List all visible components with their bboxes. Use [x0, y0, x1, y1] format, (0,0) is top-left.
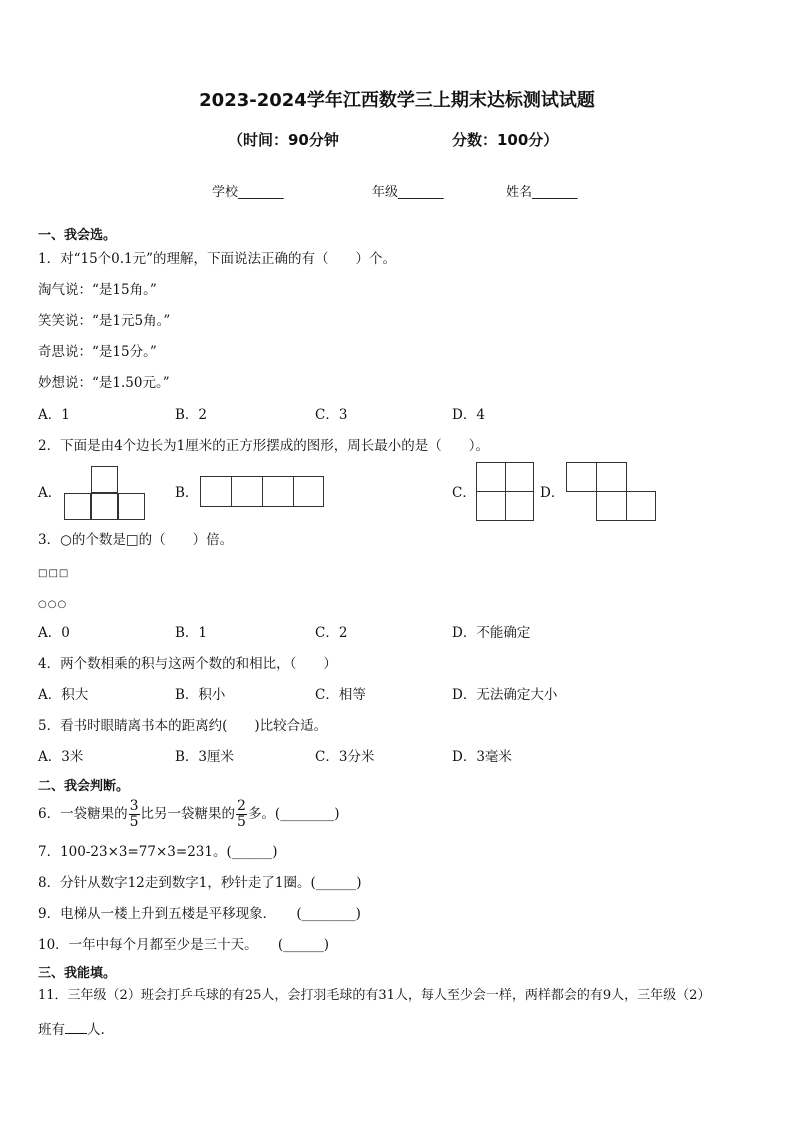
option-c: C． [452, 485, 476, 501]
squares-row: □□□ [38, 568, 70, 579]
figure-a [64, 466, 146, 521]
question-1-line: 妙想说：“是1.50元。” [38, 375, 170, 391]
question-11: 11．三年级（2）班会打乒乓球的有25人，会打羽毛球的有31人，每人至少会一样，两样都会的有9人，三年级（2） [38, 988, 711, 1003]
option-d: D．无法确定大小 [452, 687, 558, 703]
option-a: A．1 [38, 407, 70, 423]
circles-row: ○○○ [38, 599, 68, 610]
option-b: B． [175, 485, 199, 501]
question-9: 9．电梯从一楼上升到五楼是平移现象． (________) [38, 906, 361, 922]
school-field: 学校_______ [212, 185, 284, 200]
option-c: C．3分米 [315, 749, 375, 765]
option-d: D．不能确定 [452, 625, 531, 641]
option-d: D． [540, 485, 565, 501]
option-a: A． [38, 485, 62, 501]
option-d: D．4 [452, 407, 485, 423]
fraction [129, 799, 140, 830]
question-6-text: 比另一袋糖果的 [140, 806, 236, 822]
figure-d [566, 462, 656, 521]
name-field: 姓名_______ [506, 185, 578, 200]
exam-score: 分数：100分） [452, 131, 559, 149]
numerator: 2 [237, 798, 246, 814]
option-a: A．0 [38, 625, 70, 641]
option-c: C．2 [315, 625, 348, 641]
option-b: B．1 [175, 625, 208, 641]
grade-field: 年级_______ [372, 185, 444, 200]
question-4: 4．两个数相乘的积与这两个数的和相比，（ ） [38, 656, 337, 672]
answer-blank[interactable] [65, 1021, 87, 1034]
question-6-text: 6．一袋糖果的 [38, 806, 128, 822]
question-8: 8．分针从数字12走到数字1，秒针走了1圈。(______) [38, 875, 362, 891]
page-title: 2023-2024学年江西数学三上期末达标测试试题 [199, 90, 595, 111]
section-heading: 一、我会选。 [38, 228, 117, 243]
question-6 [38, 799, 339, 830]
question-10: 10．一年中每个月都至少是三十天。 (______) [38, 937, 329, 953]
option-d: D．3毫米 [452, 749, 512, 765]
figure-b [200, 476, 324, 507]
option-b: B．3厘米 [175, 749, 235, 765]
question-11-cont [38, 1021, 105, 1039]
question-2: 2．下面是由4个边长为1厘米的正方形摆成的图形，周长最小的是（ ）。 [38, 438, 490, 454]
question-3: 3．○的个数是□的（ ）倍。 [38, 532, 234, 548]
figure-c [476, 462, 534, 521]
question-5: 5．看书时眼睛离书本的距离约( )比较合适。 [38, 718, 328, 734]
option-b: B．积小 [175, 687, 226, 703]
option-c: C．3 [315, 407, 348, 423]
option-a: A．3米 [38, 749, 84, 765]
section-heading: 二、我会判断。 [38, 779, 130, 794]
question-1-line: 淘气说：“是15角。” [38, 282, 157, 298]
question-1-line: 笑笑说：“是1元5角。” [38, 313, 171, 329]
option-b: B．2 [175, 407, 208, 423]
exam-time: （时间：90分钟 [228, 131, 339, 149]
question-6-text: 多。(________) [247, 806, 340, 822]
numerator: 3 [129, 798, 139, 814]
question-11-text: 人. [87, 1022, 105, 1038]
question-7: 7．100-23×3=77×3=231。(______) [38, 844, 278, 860]
denominator: 5 [237, 814, 246, 830]
question-1-line: 奇思说：“是15分。” [38, 344, 157, 360]
denominator: 5 [129, 814, 139, 830]
fraction [236, 799, 247, 830]
option-c: C．相等 [315, 687, 366, 703]
section-heading: 三、我能填。 [38, 966, 117, 981]
option-a: A．积大 [38, 687, 89, 703]
question-11-text: 班有 [38, 1022, 65, 1038]
question-1: 1．对“15个0.1元”的理解，下面说法正确的有（ ）个。 [38, 251, 397, 267]
